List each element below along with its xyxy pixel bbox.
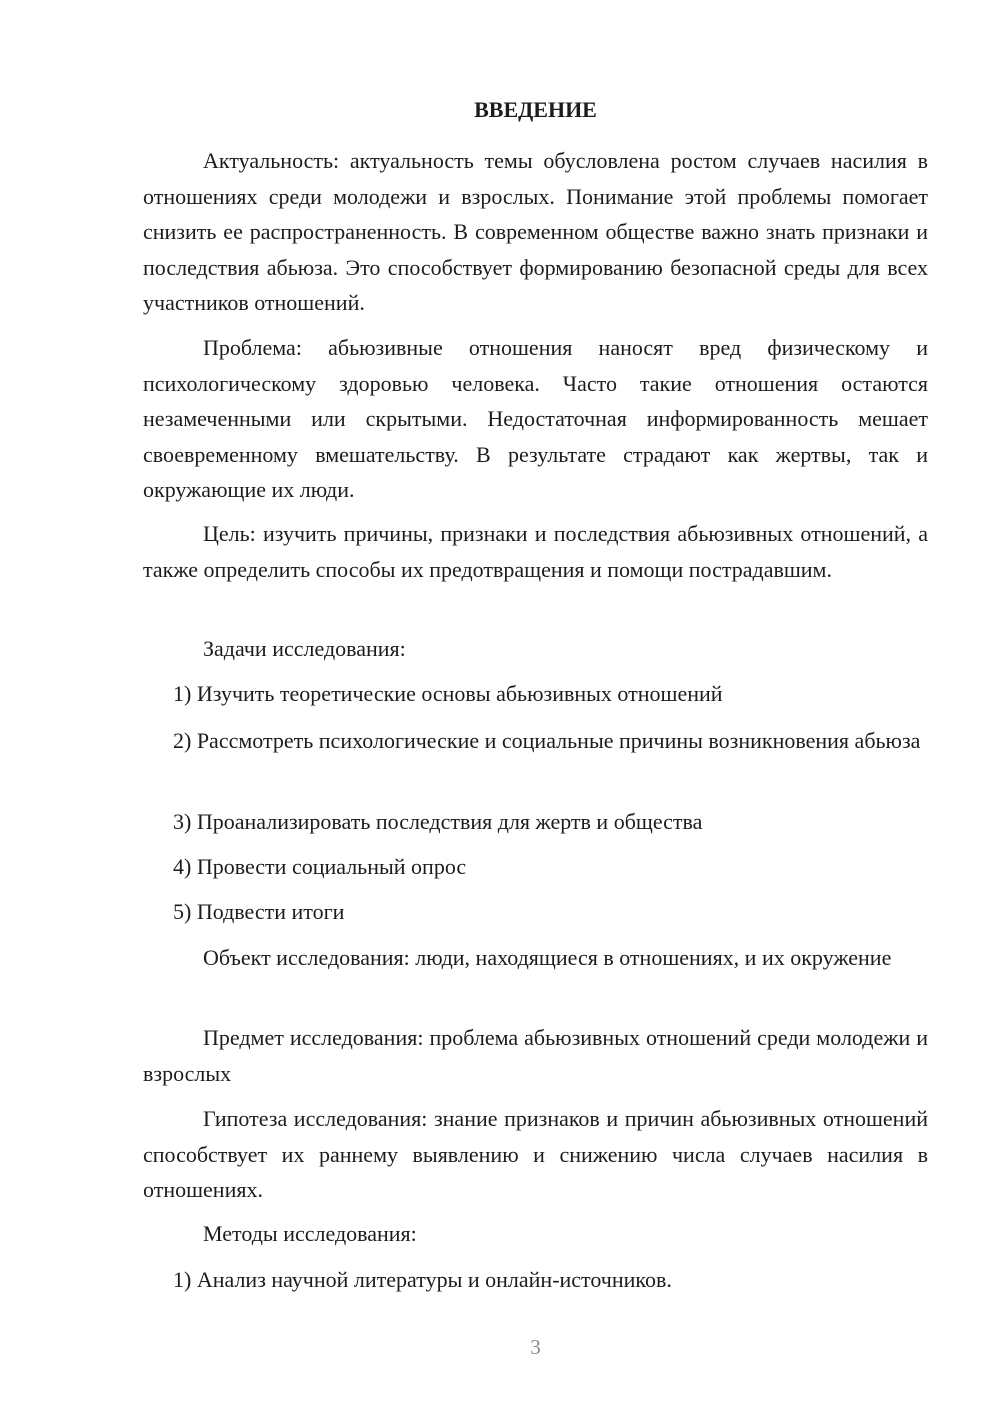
hypothesis-paragraph: Гипотеза исследования: знание признаков и причин абьюзивных отношений способствует их раннему выявлению и снижению числа случаев насилия в отношениях. <box>143 1106 928 1202</box>
document-page <box>143 0 928 1414</box>
task-item-4: 4) Провести социальный опрос <box>173 854 467 879</box>
problem-paragraph: Проблема: абьюзивные отношения наносят вред физическому и психологическому здоровью человека. Часто такие отношения остаются незамеченными или скрытыми. Недостаточная информированность мешает своевременному вмешательству. В результате страдают как жертвы, так и окружающие их люди. <box>143 335 928 502</box>
task-item-1: 1) Изучить теоретические основы абьюзивных отношений <box>173 681 723 706</box>
goal-paragraph: Цель: изучить причины, признаки и последствия абьюзивных отношений, а также определить способы их предотвращения и помощи пострадавшим. <box>143 521 928 582</box>
object-paragraph: Объект исследования: люди, находящиеся в отношениях, и их окружение <box>203 945 892 970</box>
methods-title: Методы исследования: <box>203 1221 417 1246</box>
relevance-paragraph: Актуальность: актуальность темы обусловлена ростом случаев насилия в отношениях среди молодежи и взрослых. Понимание этой проблемы помогает снизить ее распространенность. В современном обществе важно знать признаки и последствия абьюза. Это способствует формированию безопасной среды для всех участников отношений. <box>143 148 928 315</box>
tasks-title: Задачи исследования: <box>203 636 406 661</box>
task-item-5: 5) Подвести итоги <box>173 899 345 924</box>
method-item-1: 1) Анализ научной литературы и онлайн-источников. <box>173 1267 672 1292</box>
page-number: 3 <box>530 1335 541 1359</box>
task-item-3: 3) Проанализировать последствия для жертв и общества <box>173 809 703 834</box>
section-heading: ВВЕДЕНИЕ <box>474 97 597 122</box>
task-item-2: 2) Рассмотреть психологические и социальные причины возникновения абьюза <box>173 728 921 753</box>
subject-paragraph: Предмет исследования: проблема абьюзивных отношений среди молодежи и взрослых <box>143 1025 928 1086</box>
